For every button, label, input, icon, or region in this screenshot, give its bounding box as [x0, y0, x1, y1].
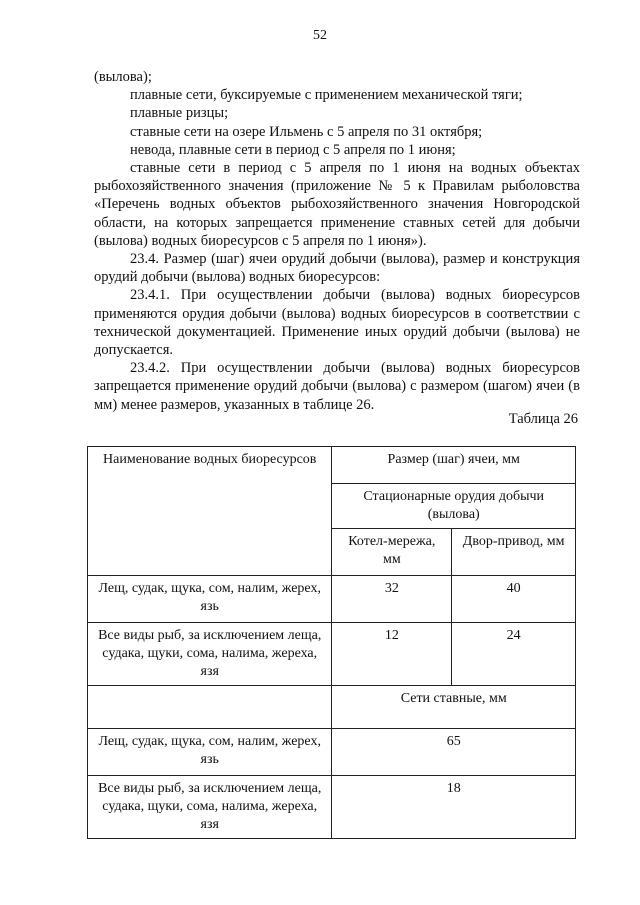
header-species: Наименование водных биоресурсов [88, 447, 332, 576]
species-cell: Все виды рыб, за исключением леща, судака, щуки, сома, налима, жереха, язя [88, 623, 332, 686]
header-kotel-merezha: Котел-мережа, мм [332, 529, 452, 576]
net-value: 65 [332, 729, 576, 776]
paragraph: 23.4.1. При осуществлении добычи (вылова) водных биоресурсов применяются орудия добычи (вылова) водных биоресурсов в соответствии с технической документацией. Применение иных орудий добычи (вылова) не допускается. [94, 287, 580, 359]
table-row [88, 623, 576, 686]
dvor-value: 24 [452, 623, 576, 686]
paragraph: 23.4.2. При осуществлении добычи (вылова) водных биоресурсов запрещается применение орудий добычи (вылова) с размером (шагом) ячеи (в мм) менее размеров, указанных в таблице 26. [94, 360, 580, 413]
mesh-size-table [87, 446, 576, 839]
species-cell: Все виды рыб, за исключением леща, судака, щуки, сома, налима, жереха, язя [88, 776, 332, 839]
page-number: 52 [313, 28, 327, 43]
dvor-value: 40 [452, 576, 576, 623]
table-header-row [88, 447, 576, 484]
table-row [88, 776, 576, 839]
net-value: 18 [332, 776, 576, 839]
table-row [88, 576, 576, 623]
kotel-value: 12 [332, 623, 452, 686]
kotel-value: 32 [332, 576, 452, 623]
paragraph: (вылова); [94, 69, 152, 85]
species-cell: Лещ, судак, щука, сом, налим, жерех, язь [88, 729, 332, 776]
species-cell: Лещ, судак, щука, сом, налим, жерех, язь [88, 576, 332, 623]
table-subheader-row [88, 686, 576, 729]
table-caption: Таблица 26 [508, 411, 578, 427]
header-dvor-privod: Двор-привод, мм [452, 529, 576, 576]
paragraph: плавные сети, буксируемые с применением механической тяги; [130, 87, 523, 104]
empty-cell [88, 686, 332, 729]
paragraph: невода, плавные сети в период с 5 апреля по 1 июня; [130, 141, 456, 158]
paragraph: ставные сети на озере Ильмень с 5 апреля по 31 октября; [130, 123, 483, 140]
header-mesh-size: Размер (шаг) ячеи, мм [332, 447, 576, 484]
header-stationary-gear: Стационарные орудия добычи (вылова) [332, 484, 576, 529]
paragraph: плавные ризцы; [130, 105, 229, 122]
paragraph: 23.4. Размер (шаг) ячеи орудий добычи (вылова), размер и конструкция орудий добычи (вылова) водных биоресурсов: [94, 251, 580, 286]
table-row [88, 729, 576, 776]
header-set-nets: Сети ставные, мм [332, 686, 576, 729]
body-text [94, 68, 580, 414]
paragraph: ставные сети в период с 5 апреля по 1 июня на водных объектах рыбохозяйственного значения (приложение № 5 к Правилам рыболовства «Перечень водных объектов рыбохозяйственного значения Новгородской области, на которых запрещается применение ставных сетей для добычи (вылова) водных биоресурсов с 5 апреля по 1 июня»). [94, 160, 580, 249]
